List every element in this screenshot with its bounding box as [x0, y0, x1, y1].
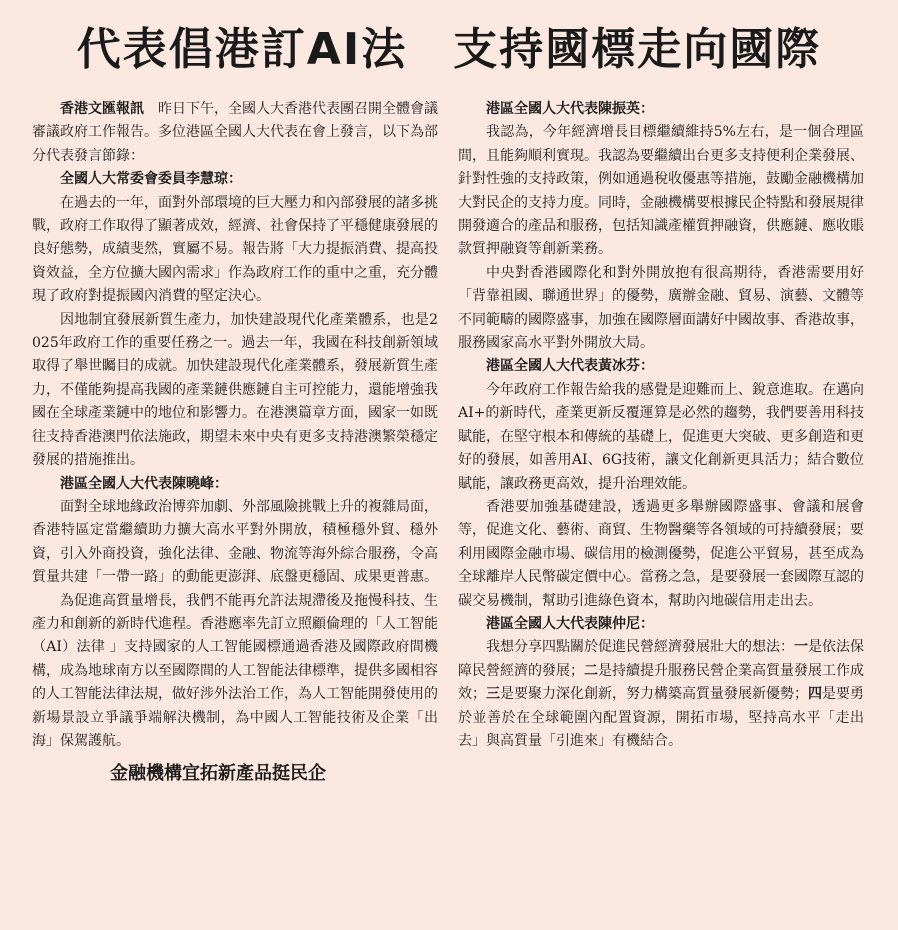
point-text: 是持續提升服務民營企業高質量發展工作成效；: [458, 662, 864, 703]
point-text: 是要勇於並善於在全球範圍內配置資源，開拓市場，堅持高水平「走出去」與高質量「引進來」有機結合。: [458, 686, 864, 749]
body-paragraph: 我認為，今年經濟增長目標繼續維持5%左右，是一個合理區間，且能夠順利實現。我認為要繼續出台更多支持便利企業發展、針對性強的支持政策，例如通過稅收優惠等措施，鼓勵金融機構加大對民企的支持力度。同時，金融機構要根據民企特點和發展規律開發適合的產品和服務，包括知識產權質押融資，供應鏈、應收賬款質押融資等創新業務。: [458, 124, 864, 258]
point-number: 二: [584, 662, 598, 679]
speaker-heading: 港區全國人大代表陳振英：: [486, 101, 654, 117]
body-paragraph: 中央對香港國際化和對外開放抱有很高期待，香港需要用好「背靠祖國、聯通世界」的優勢，廣辦金融、貿易、演藝、文體等不同範疇的國際盛事，加強在國際層面講好中國故事、香港故事，服務國家高水平對外開放大局。: [458, 264, 864, 352]
body-paragraph: 今年政府工作報告給我的感覺是迎難而上、銳意進取。在邁向AI+的新時代，產業更新反覆運算是必然的趨勢，我們要善用科技賦能，在堅守根本和傳統的基礎上，促進更大突破、更多創造和更好的發展，如善用AI、6G技術，讓文化創新更具活力；結合數位賦能，讓政務更高效，提升治理效能。: [458, 381, 864, 492]
right-column: [458, 98, 864, 753]
speaker-heading: 全國人大常委會委員李慧琼：: [60, 171, 242, 188]
body-paragraph: 為促進高質量增長，我們不能再允許法規滯後及拖慢科技、生產力和創新的新時代進程。香港應率先訂立照顧倫理的「人工智能（AI）法律 」支持國家的人工智能國標通過香港及國際政府間機構，成為地球南方以至國際間的人工智能法律標準，提供多國相容的人工智能法律法規，做好涉外法治工作，為人工智能開發使用的新場景設立爭議爭端解決機制，為中國人工智能技術及企業「出海」保駕護航。: [32, 592, 438, 749]
body-paragraph: 面對全球地緣政治博弈加劇、外部風險挑戰上升的複雜局面， 香港特區定當繼續助力擴大高水平對外開放，積極穩外貿、穩外資，引入外商投資，強化法律、金融、物流等海外綜合服務，令高質量共建「一帶一路」的動能更澎湃、底盤更穩固、成果更普惠。: [32, 498, 438, 586]
newspaper-page: [10, 4, 888, 922]
left-column: [32, 98, 438, 789]
point-text: 是要聚力深化創新，努力構築高質量發展新優勢；: [500, 686, 808, 703]
intro-paragraph: [32, 98, 438, 168]
body-paragraph: 因地制宜發展新質生產力，加快建設現代化產業體系，也是2025年政府工作的重要任務之一。過去一年，我國在科技創新領域取得了舉世矚目的成就。加快建設現代化產業體系，發展新質生產力，不僅能夠提高我國的產業鏈供應鏈自主可控能力，還能增強我國在全球產業鏈中的地位和影響力。在港澳篇章方面，國家一如既往支持香港澳門依法施政，期望未來中央有更多支持港澳繁榮穩定發展的措施推出。: [32, 311, 438, 469]
speaker-heading: 港區全國人大代表陳仲尼：: [486, 615, 654, 632]
body-paragraph-points: [458, 636, 864, 753]
point-number: 一: [794, 639, 808, 656]
news-source: 香港文匯報訊: [60, 101, 144, 117]
body-paragraph: 在過去的一年，面對外部環境的巨大壓力和內部發展的諸多挑戰，政府工作取得了顯著成效，經濟、社會保持了平穩健康發展的良好態勢，成績斐然，實屬不易。報告將「大力提振消費、提高投資效益，全方位擴大國內需求」作為政府工作的重中之重，充分體現了政府對提振國內消費的堅定決心。: [32, 194, 438, 305]
intro-text: 昨日下午，全國人大香港代表團召開全體會議審議政府工作報告。多位港區全國人大代表在會上發言，以下為部分代表發言節錄：: [32, 101, 438, 164]
body-paragraph: 香港要加強基礎建設，透過更多舉辦國際盛事、會議和展會等，促進文化、藝術、商貿、生物醫藥等各領域的可持續發展；要利用國際金融市場、碳信用的檢測優勢，促進公平貿易，甚至成為全球離岸人民幣碳定價中心。當務之急，是要發展一套國際互認的碳交易機制，幫助引進綠色資本，幫助內地碳信用走出去。: [458, 498, 864, 609]
subheadline: 金融機構宜拓新產品挺民企: [110, 763, 326, 785]
point-number: 三: [486, 686, 500, 703]
speaker-heading: 港區全國人大代表陳曉峰：: [60, 475, 228, 492]
point-number: 四: [808, 686, 822, 703]
point-text: 是依法保障民營經濟的發展；: [458, 639, 864, 679]
speaker-heading: 港區全國人大代表黃冰芬：: [486, 358, 654, 375]
points-intro: 我想分享四點關於促進民營經濟發展壯大的想法：: [486, 639, 794, 656]
headline: 代表倡港訂AI法 支持國標走向國際: [76, 24, 822, 75]
